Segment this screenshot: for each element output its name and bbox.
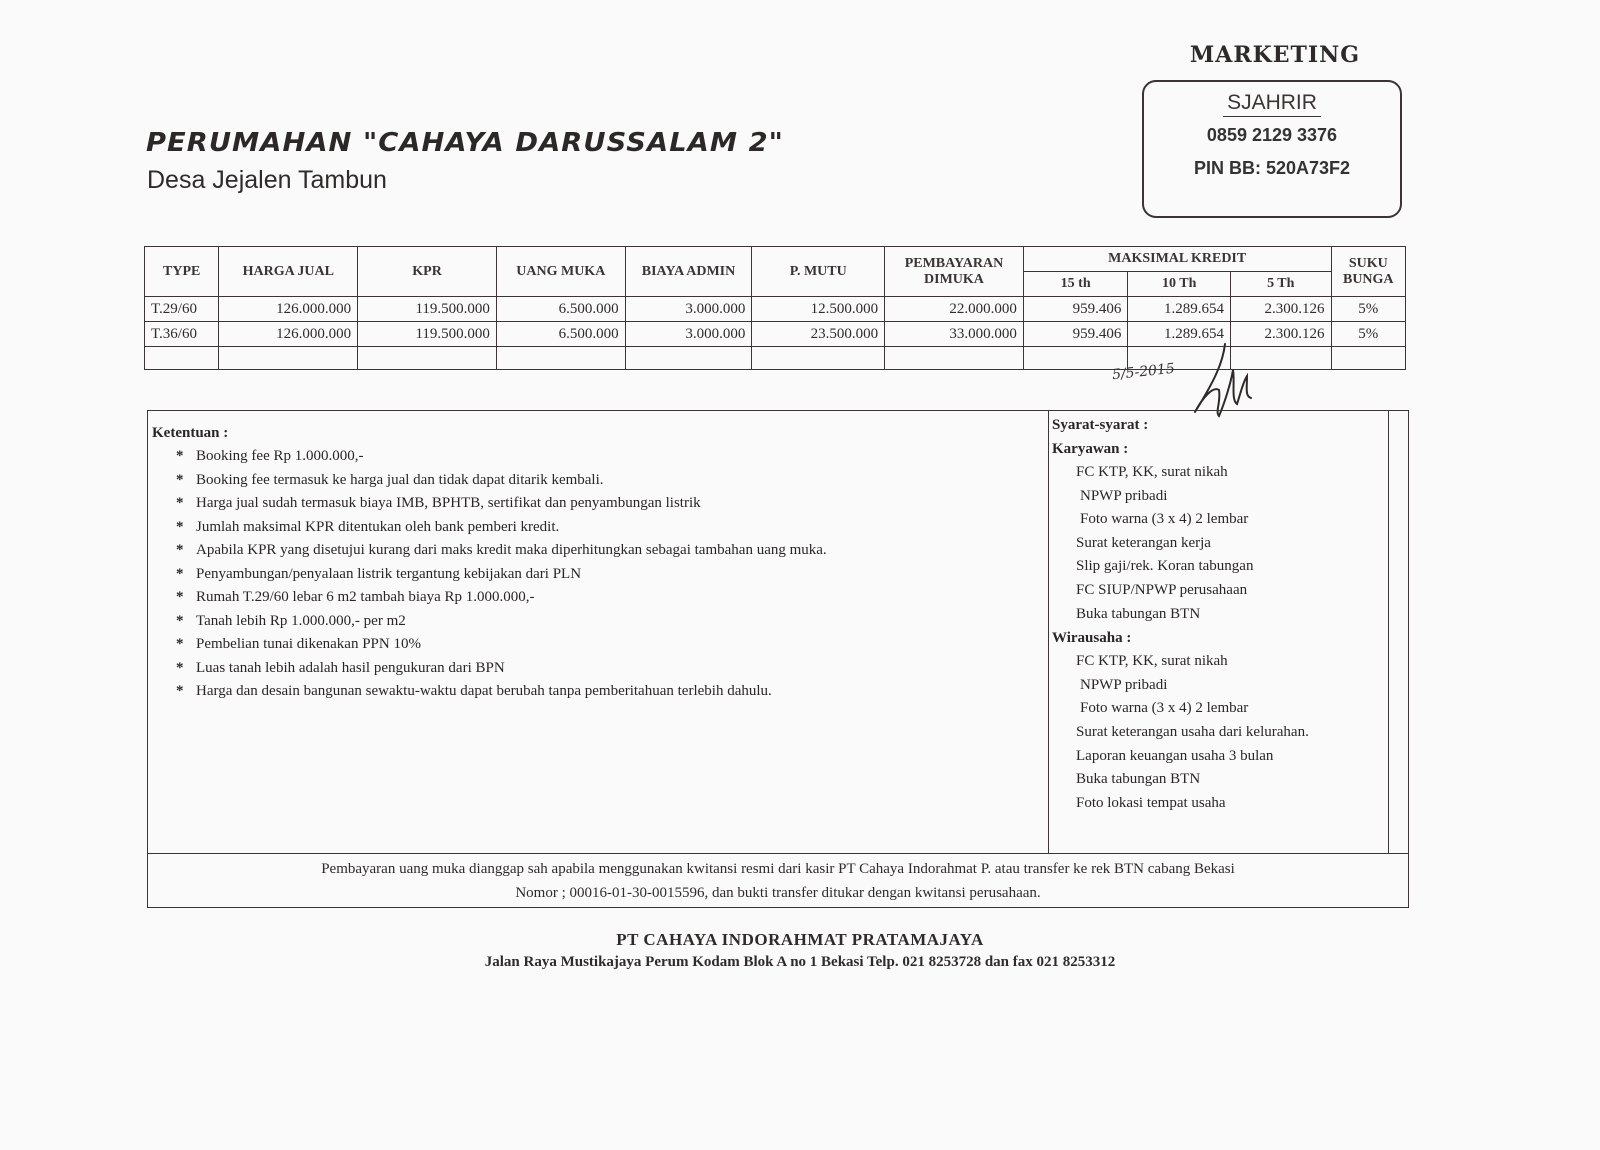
cell-uang-muka: 6.500.000 [496, 297, 625, 322]
col-header-5th: 5 Th [1230, 272, 1331, 297]
list-item: Surat keterangan kerja [1076, 534, 1211, 551]
company-name: PT CAHAYA INDORAHMAT PRATAMAJAYA [616, 930, 984, 949]
marketing-pin: PIN BB: 520A73F2 [1193, 158, 1351, 178]
col-header-10th: 10 Th [1128, 272, 1231, 297]
col-header-p-mutu: P. MUTU [752, 247, 885, 297]
cell-type: T.29/60 [145, 297, 219, 322]
col-header-biaya-admin: BIAYA ADMIN [625, 247, 752, 297]
cell-5th: 2.300.126 [1230, 297, 1331, 322]
list-item: * Apabila KPR yang disetujui kurang dari maks kredit maka diperhitungkan sebagai tambahan uang muka. [176, 542, 827, 558]
karyawan-heading: Karyawan : [1052, 441, 1129, 457]
col-header-harga-jual: HARGA JUAL [219, 247, 358, 297]
cell-15th: 959.406 [1023, 297, 1128, 322]
divider [148, 853, 1408, 854]
list-item: FC KTP, KK, surat nikah [1076, 653, 1228, 670]
col-header-suku-bunga: SUKU BUNGA [1331, 247, 1405, 297]
list-item: Laporan keuangan usaha 3 bulan [1076, 747, 1274, 764]
list-item: FC SIUP/NPWP perusahaan [1076, 581, 1248, 598]
list-item: * Booking fee Rp 1.000.000,- [176, 448, 364, 464]
list-item: Buka tabungan BTN [1076, 605, 1201, 622]
col-header-maksimal-kredit: MAKSIMAL KREDIT [1023, 247, 1331, 272]
list-item: Surat keterangan usaha dari kelurahan. [1076, 723, 1309, 740]
ketentuan-section [152, 425, 1032, 704]
col-header-kpr: KPR [358, 247, 497, 297]
list-item: * Tanah lebih Rp 1.000.000,- per m2 [176, 612, 406, 629]
payment-note-line1: Pembayaran uang muka dianggap sah apabila menggunakan kwitansi resmi dari kasir PT Cahaya Indorahmat P. atau transfer ke rek BTN cabang Bekasi [321, 861, 1235, 877]
marketing-label: MARKETING [1189, 42, 1361, 68]
page-subtitle: Desa Jejalen Tambun [147, 166, 387, 194]
list-item: * Jumlah maksimal KPR ditentukan oleh bank pemberi kredit. [176, 518, 560, 535]
conditions-box [147, 410, 1409, 908]
handwritten-date: 5/5-2015 [1111, 360, 1176, 384]
syarat-heading: Syarat-syarat : [1052, 417, 1149, 433]
list-item: Buka tabungan BTN [1076, 771, 1201, 788]
cell-biaya-admin: 3.000.000 [625, 297, 752, 322]
list-item: * Luas tanah lebih adalah hasil pengukuran dari BPN [176, 659, 505, 676]
list-item: Foto warna (3 x 4) 2 lembar [1080, 700, 1249, 717]
cell-harga-jual: 126.000.000 [219, 297, 358, 322]
page-title: PERUMAHAN "CAHAYA DARUSSALAM 2" [146, 128, 784, 158]
cell-pembayaran-dimuka: 22.000.000 [885, 297, 1024, 322]
cell-p-mutu: 12.500.000 [752, 297, 885, 322]
list-item: Slip gaji/rek. Koran tabungan [1076, 558, 1254, 575]
cell-type: T.36/60 [145, 322, 219, 347]
col-header-pembayaran-dimuka: PEMBAYARAN DIMUKA [885, 247, 1024, 297]
list-item: * Pembelian tunai dikenakan PPN 10% [176, 636, 421, 652]
price-table-header-row [145, 247, 1406, 272]
list-item: Foto lokasi tempat usaha [1076, 794, 1226, 811]
list-item: NPWP pribadi [1080, 676, 1168, 693]
list-item: Foto warna (3 x 4) 2 lembar [1080, 511, 1249, 528]
col-header-type: TYPE [145, 247, 219, 297]
ketentuan-list [152, 445, 1032, 704]
list-item: * Booking fee termasuk ke harga jual dan tidak dapat ditarik kembali. [176, 471, 604, 488]
col-header-uang-muka: UANG MUKA [496, 247, 625, 297]
table-row [145, 297, 1406, 322]
cell-uang-muka: 6.500.000 [496, 322, 625, 347]
list-item: NPWP pribadi [1080, 487, 1168, 504]
cell-5th: 2.300.126 [1230, 322, 1331, 347]
list-item: * Rumah T.29/60 lebar 6 m2 tambah biaya Rp 1.000.000,- [176, 589, 535, 605]
divider [1388, 411, 1389, 853]
syarat-section [1048, 413, 1378, 815]
cell-kpr: 119.500.000 [358, 297, 497, 322]
cell-15th: 959.406 [1023, 322, 1128, 347]
col-header-15th: 15 th [1023, 272, 1128, 297]
company-address: Jalan Raya Mustikajaya Perum Kodam Blok A no 1 Bekasi Telp. 021 8253728 dan fax 021 8253312 [484, 954, 1116, 970]
cell-biaya-admin: 3.000.000 [625, 322, 752, 347]
marketing-phone: 0859 2129 3376 [1206, 125, 1338, 145]
wirausaha-heading: Wirausaha : [1052, 630, 1132, 647]
cell-10th: 1.289.654 [1128, 322, 1231, 347]
cell-10th: 1.289.654 [1128, 297, 1231, 322]
cell-suku-bunga: 5% [1331, 322, 1405, 347]
cell-pembayaran-dimuka: 33.000.000 [885, 322, 1024, 347]
marketing-name: SJAHRIR [1223, 91, 1321, 117]
list-item: * Harga jual sudah termasuk biaya IMB, BPHTB, sertifikat dan penyambungan listrik [176, 495, 701, 511]
cell-harga-jual: 126.000.000 [219, 322, 358, 347]
cell-suku-bunga: 5% [1331, 297, 1405, 322]
payment-note [148, 857, 1408, 905]
cell-p-mutu: 23.500.000 [752, 322, 885, 347]
list-item: * Harga dan desain bangunan sewaktu-waktu dapat berubah tanpa pemberitahuan terlebih dahulu. [176, 683, 772, 699]
list-item: FC KTP, KK, surat nikah [1076, 464, 1228, 480]
ketentuan-heading: Ketentuan : [152, 425, 229, 441]
list-item: * Penyambungan/penyalaan listrik tergantung kebijakan dari PLN [176, 565, 582, 582]
payment-note-line2: Nomor ; 00016-01-30-0015596, dan bukti transfer ditukar dengan kwitansi perusahaan. [515, 885, 1041, 901]
marketing-contact-box [1142, 80, 1402, 218]
cell-kpr: 119.500.000 [358, 322, 497, 347]
